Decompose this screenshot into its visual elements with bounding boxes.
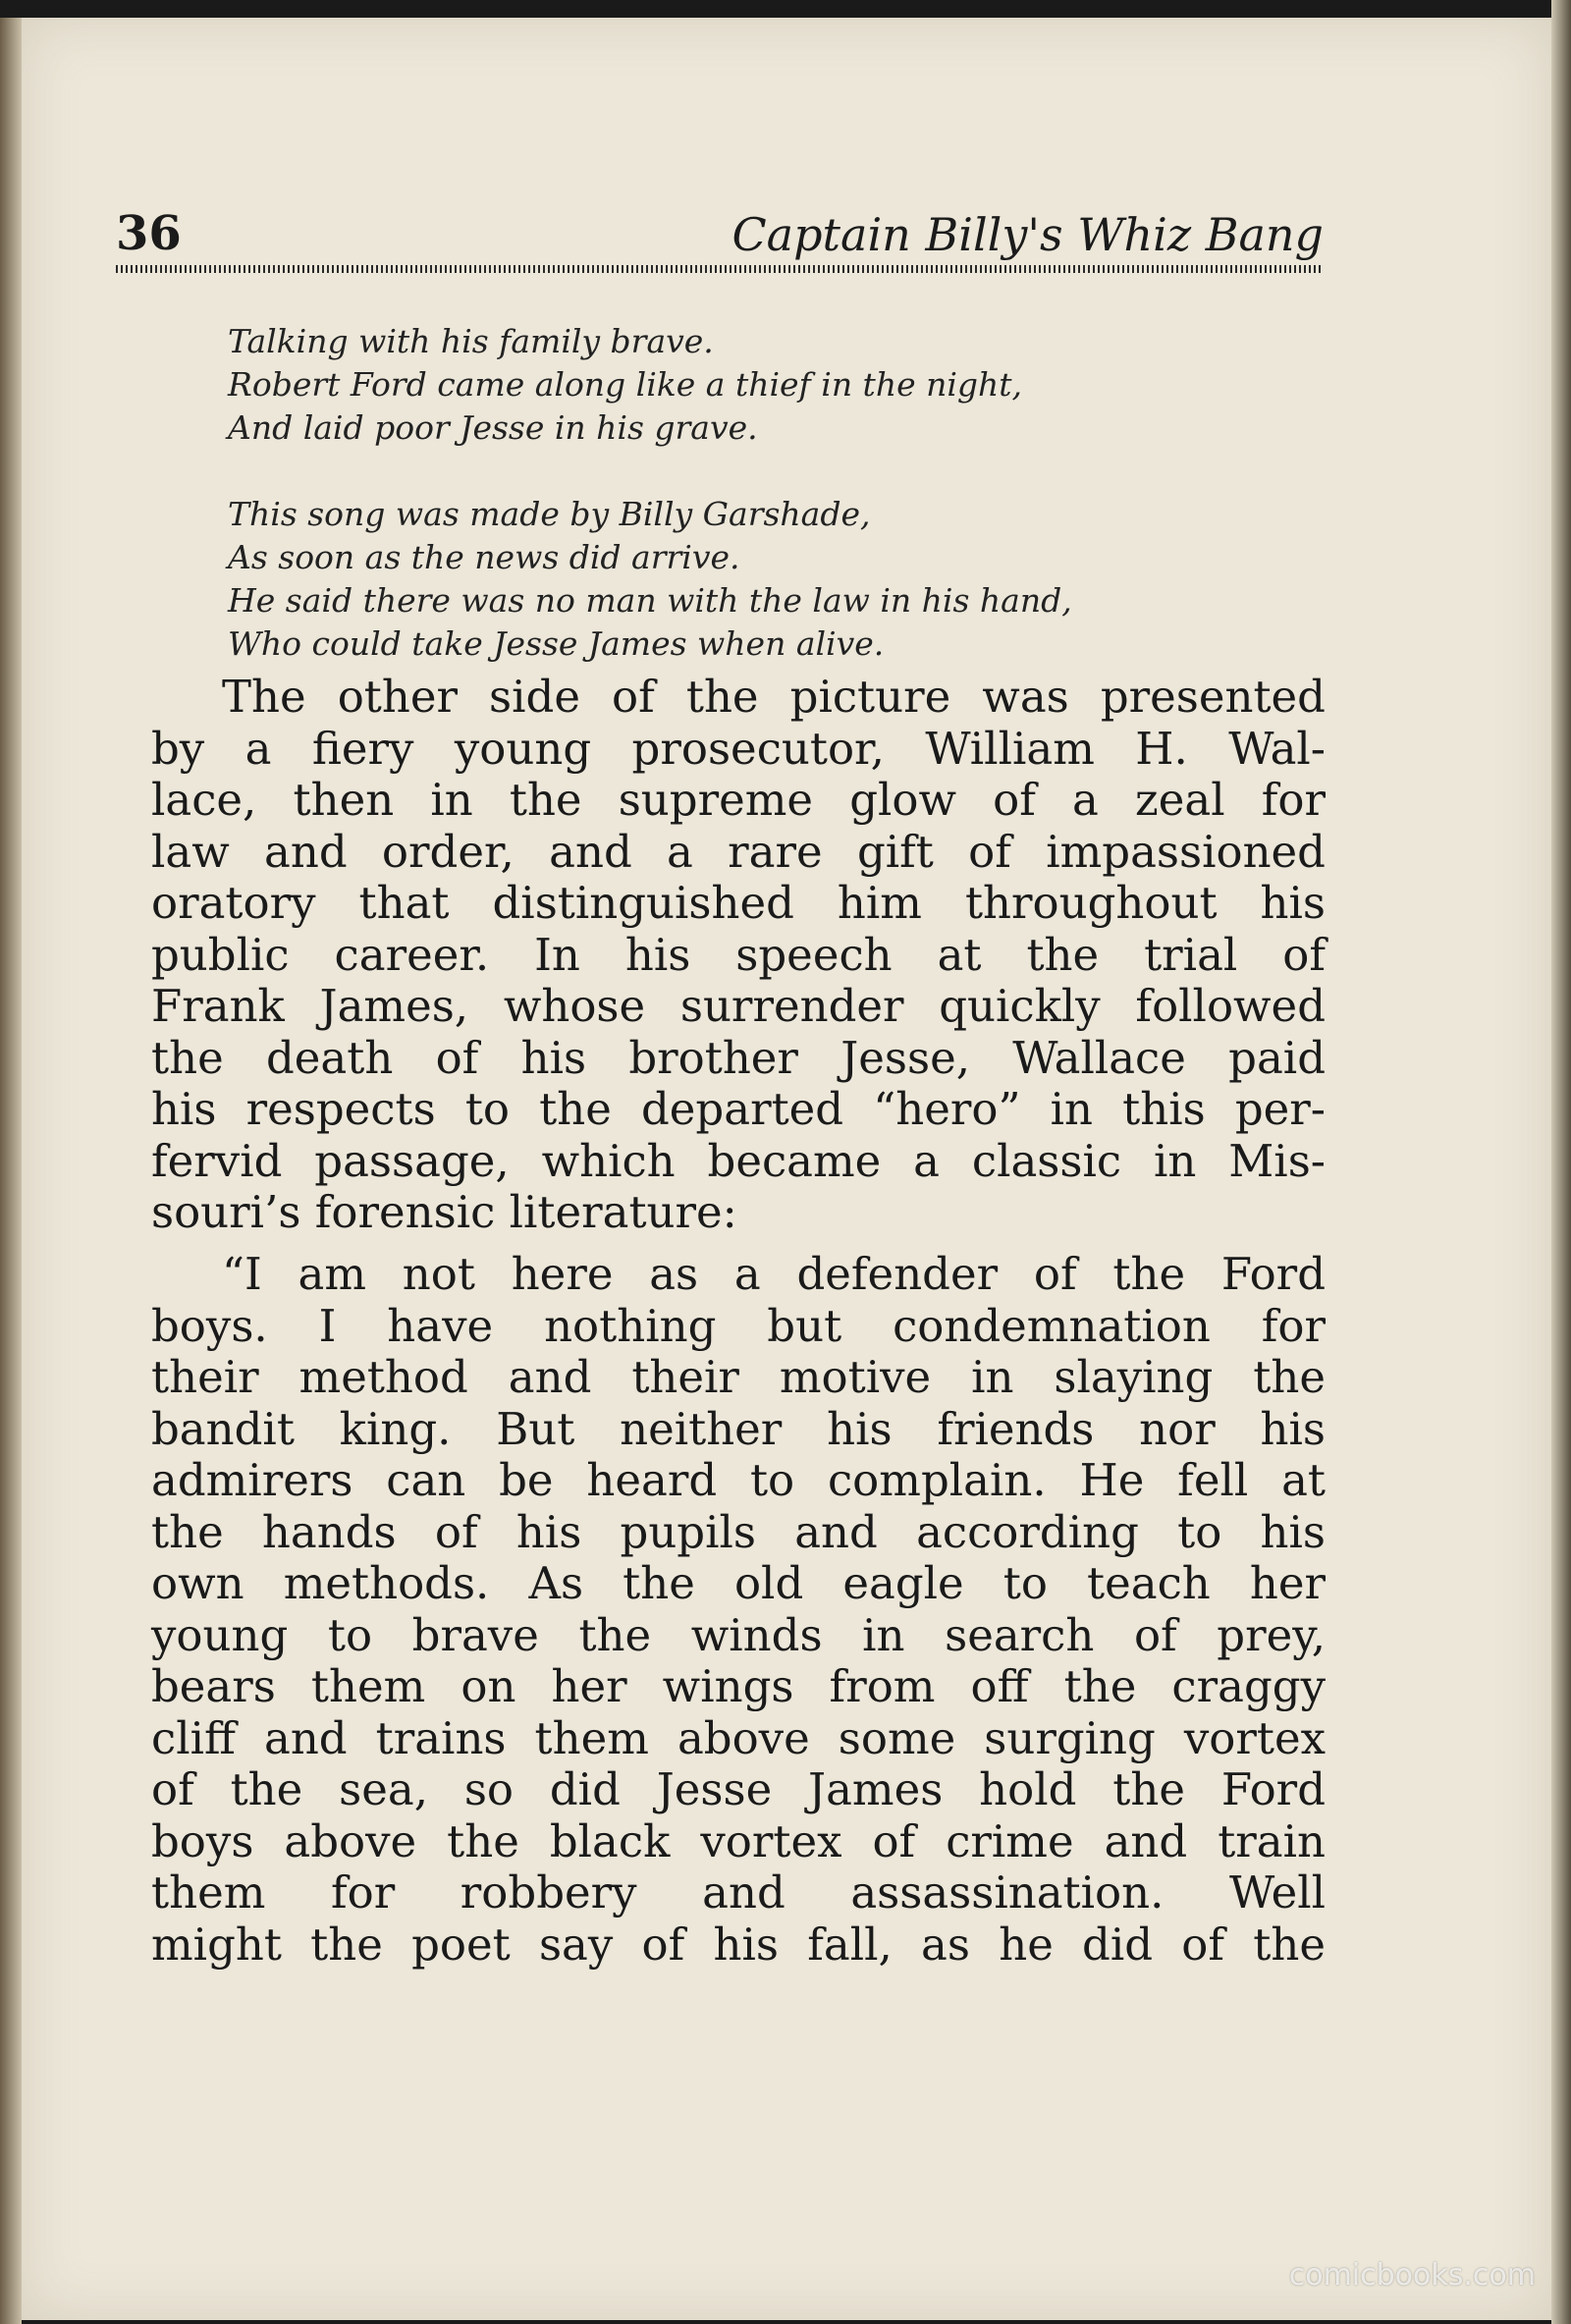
text-line: by a fiery young prosecutor, William H. Wal- [151,722,1326,775]
text-line: young to brave the winds in search of prey, [151,1608,1326,1661]
text-line: bears them on her wings from off the craggy [151,1660,1326,1712]
paragraph-1 [151,672,1326,1239]
text-line: “I am not here as a defender of the Ford [222,1248,1326,1300]
text-line: boys above the black vortex of crime and train [151,1814,1326,1867]
text-line: the death of his brother Jesse, Wallace paid [151,1031,1326,1084]
page-binding-edge [0,18,22,2324]
text-line: their method and their motive in slaying the [151,1351,1326,1403]
text-line: his respects to the departed “hero” in this per- [151,1083,1326,1135]
page-header [116,206,1324,265]
watermark: comicbooks.com [1288,2258,1536,2293]
poem-line: Who could take Jesse James when alive. [228,624,885,663]
text-line: The other side of the picture was presented [222,671,1326,723]
header-rule [116,265,1324,273]
text-line: souri’s forensic literature: [151,1186,737,1238]
text-line: admirers can be heard to complain. He fell at [151,1454,1326,1506]
text-line: them for robbery and assassination. Well [151,1866,1326,1919]
page-right-edge [1551,0,1571,2324]
text-line: fervid passage, which became a classic in Mis- [151,1134,1326,1187]
text-line: own methods. As the old eagle to teach her [151,1557,1326,1609]
text-line: oratory that distinguished him throughout his [151,877,1326,929]
poem-stanza-1 [228,320,1308,450]
poem-stanza-2 [228,493,1308,666]
poem-line: Robert Ford came along like a thief in the night, [228,365,1023,404]
running-title: Captain Billy's Whiz Bang [731,208,1324,261]
page-number: 36 [116,206,182,261]
poem-line: As soon as the news did arrive. [228,538,740,576]
paragraph-2 [151,1249,1326,1971]
text-line: law and order, and a rare gift of impassioned [151,825,1326,878]
text-line: cliff and trains them above some surging vortex [151,1711,1326,1764]
text-line: the hands of his pupils and according to his [151,1505,1326,1558]
poem-line: And laid poor Jesse in his grave. [228,408,758,447]
text-line: lace, then in the supreme glow of a zeal for [151,774,1326,826]
text-line: Frank James, whose surrender quickly followed [151,980,1326,1032]
text-line: public career. In his speech at the trial of [151,928,1326,981]
poem-line: This song was made by Billy Garshade, [228,495,871,533]
text-line: might the poet say of his fall, as he did of the [151,1918,1326,1971]
poem-line: He said there was no man with the law in his hand, [228,581,1072,620]
text-line: of the sea, so did Jesse James hold the Ford [151,1763,1326,1815]
poem-line: Talking with his family brave. [228,322,714,360]
text-line: bandit king. But neither his friends nor his [151,1402,1326,1455]
text-line: boys. I have nothing but condemnation for [151,1299,1326,1352]
